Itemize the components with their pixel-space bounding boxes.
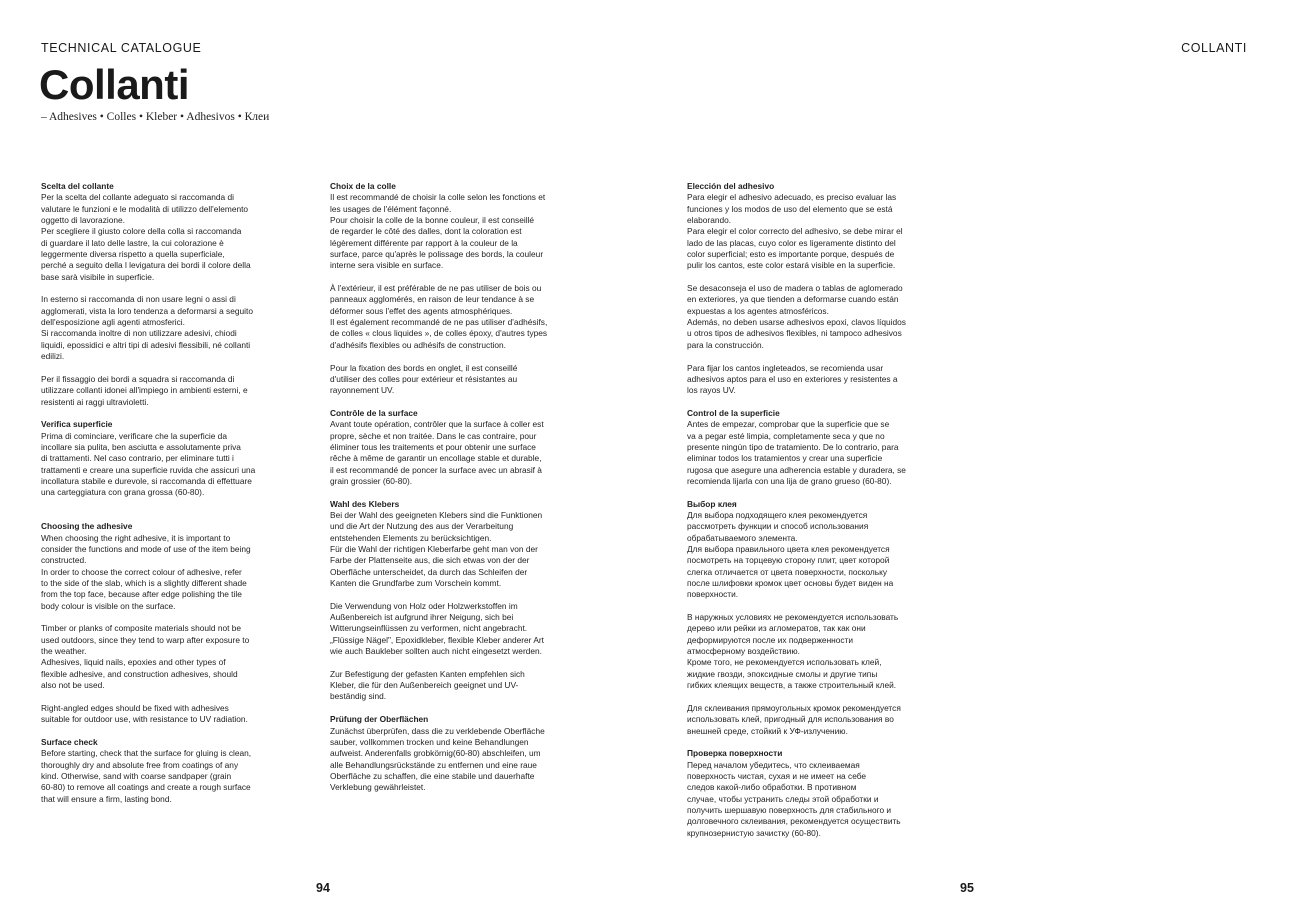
section-heading: Control de la superficie — [687, 407, 780, 418]
text-column-italian-english — [41, 181, 255, 816]
paragraph: Zur Befestigung der gefasten Kanten empfehlen sich Kleber, die für den Außenbereich geeignet und UV- beständig sind. — [330, 668, 525, 702]
section-heading: Choosing the adhesive — [41, 521, 133, 532]
section-heading: Prüfung der Oberflächen — [330, 714, 429, 725]
paragraph: В наружных условиях не рекомендуется использовать дерево или рейки из агломератов, так как они деформируются после их подверженности атмосферному воздействию. Кроме того, не рекомендуется использовать клей, жидкие гвозди, эпоксидные смолы и другие типы гибких клеящих веществ, а также строительный клей. — [687, 612, 899, 691]
page-number-left: 94 — [316, 881, 330, 895]
text-column-french-german — [330, 181, 547, 805]
paragraph: Para fijar los cantos ingleteados, se recomienda usar adhesivos aptos para el uso en exteriores y resistentes a los rayos UV. — [687, 362, 898, 396]
section-heading: Wahl des Klebers — [330, 498, 400, 509]
section-heading: Verifica superficie — [41, 419, 113, 430]
paragraph: À l'extérieur, il est préférable de ne pas utiliser de bois ou panneaux agglomérés, en raison de leur tendance à se déformer sous l'effet des agents atmosphériques. Il est également recommandé de ne pas utiliser d'adhésifs, de colles « clous liquides », de colles époxy, d'autres types d'adhésifs flexibles ou adhésifs de construction. — [330, 283, 548, 350]
paragraph: Se desaconseja el uso de madera o tablas de aglomerado en exteriores, ya que tienden a deformarse cuando están expuestas a los agentes atmosféricos. Además, no deben usarse adhesivos epoxi, clavos líquidos u otros tipos de adhesivos flexibles, ni tampoco adhesivos para la construcción. — [687, 283, 906, 350]
section-heading: Choix de la colle — [330, 181, 396, 191]
paragraph: When choosing the right adhesive, it is important to consider the functions and mode of use of the item being constructed. In order to choose the correct colour of adhesive, refer to the side of the slab, which is a slightly different shade from the top face, because after edge polishing the tile body colour is visible on the surface. — [41, 532, 251, 611]
paragraph: Il est recommandé de choisir la colle selon les fonctions et les usages de l'élément façonné. Pour choisir la colle de la bonne couleur, il est conseillé de regarder le côté des dalles, dont la coloration est légèrement différente par rapport à la couleur de la surface, parce qu'après le polissage des bords, la couleur interne sera visible en surface. — [330, 192, 546, 271]
paragraph: Per la scelta del collante adeguato si raccomanda di valutare le funzioni e le modalità di utilizzo dell'elemento oggetto di lavorazione. Per scegliere il giusto colore della colla si raccomanda di guardare il lato delle lastre, la cui colorazione è leggermente diversa rispetto a quella superficiale, perché a seguito della l levigatura dei bordi il colore della base sarà visibile in superficie. — [41, 192, 251, 282]
paragraph: Timber or planks of composite materials should not be used outdoors, since they tend to warp after exposure to the weather. Adhesives, liquid nails, epoxies and other types of flexible adhesive, and construction adhesives, should also not be used. — [41, 623, 250, 691]
paragraph: Before starting, check that the surface for gluing is clean, thoroughly dry and absolute free from coatings of any kind. Otherwise, sand with coarse sandpaper (grain 60-80) to remove all coatings and create a rough surface that will ensure a firm, lasting bond. — [41, 748, 252, 804]
section-heading: Contrôle de la surface — [330, 407, 418, 418]
section-heading: Surface check — [41, 736, 98, 747]
paragraph: Перед началом убедитесь, что склеиваемая поверхность чистая, сухая и не имеет на себе следов какой-либо обработки. В противном случае, чтобы устранить следы этой обработки и получить шершавую поверхность для стабильного и долговечного склеивания, рекомендуется осуществить крупнозернистую зачистку (60-80). — [687, 759, 901, 838]
kicker-technical-catalogue: TECHNICAL CATALOGUE — [41, 41, 202, 55]
paragraph: Per il fissaggio dei bordi a squadra si raccomanda di utilizzare collanti idonei all'impiego in ambienti esterni, e resistenti ai raggi ultravioletti. — [41, 373, 248, 407]
paragraph: Pour la fixation des bords en onglet, il est conseillé d'utiliser des colles pour extérieur et résistantes au rayonnement UV. — [330, 362, 518, 396]
page-title: Collanti — [39, 61, 189, 108]
paragraph: Die Verwendung von Holz oder Holzwerkstoffen im Außenbereich ist aufgrund ihrer Neigung, sich bei Witterungseinflüssen zu verformen, nicht angebracht. „Flüssige Nägel", Epoxidkleber, flexible Kleber anderer Art wie auch Baukleber sollten auch nicht eingesetzt werden. — [330, 600, 544, 657]
paragraph: In esterno si raccomanda di non usare legni o assi di agglomerati, vista la loro tendenza a deformarsi a seguito dell'esposizione agli agenti atmosferici. Si raccomanda inoltre di non utilizzare adesivi, chiodi liquidi, epossidici e altri tipi di adesivi flessibili, né collanti edilizi. — [41, 294, 253, 362]
paragraph: Bei der Wahl des geeigneten Klebers sind die Funktionen und die Art der Nutzung des aus der Verarbeitung entstehenden Elements zu berücksichtigen. Für die Wahl der richtigen Kleberfarbe geht man von der Farbe der Plattenseite aus, die sich etwas von der der Oberfläche unterscheidet, da durch das Schleifen der Kanten die Grundfarbe zum Vorschein kommt. — [330, 509, 543, 589]
page-subtitle: – Adhesives • Colles • Kleber • Adhesivos • Клеи — [41, 111, 270, 123]
paragraph: Para elegir el adhesivo adecuado, es preciso evaluar las funciones y los modos de uso del elemento que se está elaborando. Para elegir el color correcto del adhesivo, se debe mirar el lado de las placas, cuyo color es ligeramente distinto del color superficial; esto es importante porque, después de pulir los cantos, este color estará visible en la superficie. — [687, 192, 903, 271]
section-spacer — [41, 510, 255, 521]
paragraph: Zunächst überprüfen, dass die zu verklebende Oberfläche sauber, vollkommen trocken und keine Behandlungen aufweist. Anderenfalls grobkörnig(60-80) abschleifen, um alle Behandlungsrückstände zu entfernen und eine raue Oberfläche zu schaffen, die eine stabile und dauerhafte Verklebung gewährleistet. — [330, 725, 545, 793]
paragraph: Для выбора подходящего клея рекомендуется рассмотреть функции и способ использования обрабатываемого элемента. Для выбора правильного цвета клея рекомендуется посмотреть на торцевую сторону плит, цвет которой слегка отличается от цвета поверхности, поскольку после шлифовки кромок цвет основы будет виден на поверхности. — [687, 509, 894, 600]
paragraph: Antes de empezar, comprobar que la superficie que se va a pegar esté limpia, completamente seca y que no presente ningún tipo de tratamiento. De lo contrario, para eliminar todos los tratamientos y crear una superficie rugosa que asegure una adherencia estable y duradera, se recomienda lijarla con una lija de grano grueso (60-80). — [687, 419, 906, 486]
section-heading: Выбор клея — [687, 498, 737, 509]
page-number-right: 95 — [960, 881, 974, 895]
section-heading: Проверка поверхности — [687, 748, 783, 759]
section-heading: Scelta del collante — [41, 181, 114, 191]
paragraph: Prima di cominciare, verificare che la superficie da incollare sia pulita, ben asciutta e assolutamente priva di trattamenti. Nel caso contrario, per eliminare tutti i trattamenti e creare una superficie ruvida che assicuri una incollatura stabile e durevole, si raccomanda di effettuare una carteggiatura con grana grossa (60-80). — [41, 430, 256, 498]
paragraph: Avant toute opération, contrôler que la surface à coller est propre, sèche et non traitée. Dans le cas contraire, pour éliminer tous les traitements et pour obtenir une surface rêche à même de garantir un encollage stable et durable, il est recommandé de poncer la surface avec un abrasif à grain grossier (60-80). — [330, 419, 544, 486]
paragraph: Right-angled edges should be fixed with adhesives suitable for outdoor use, with resistance to UV radiation. — [41, 702, 248, 725]
text-column-spanish-russian — [687, 181, 906, 850]
kicker-section-name: COLLANTI — [1181, 41, 1247, 55]
section-heading: Elección del adhesivo — [687, 181, 775, 191]
paragraph: Для склеивания прямоугольных кромок рекомендуется использовать клей, пригодный для использования во внешней среде, стойкий к УФ-излучению. — [687, 702, 901, 736]
